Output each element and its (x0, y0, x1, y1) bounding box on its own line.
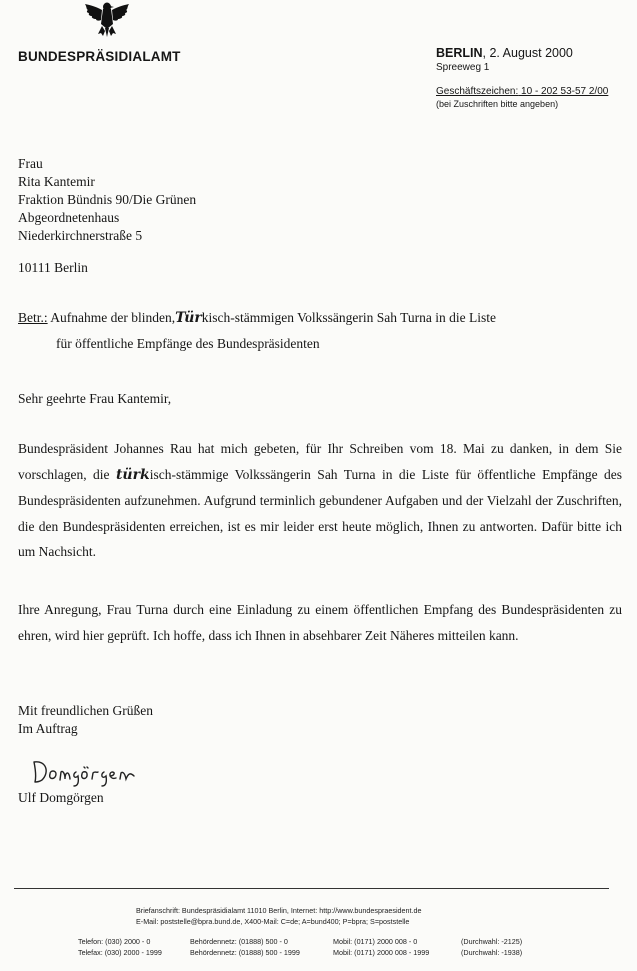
fax: Telefax: (030) 2000 - 1999 (78, 948, 162, 957)
closing-greeting: Mit freundlichen Grüßen (18, 703, 153, 718)
handwritten-correction: türk (115, 466, 150, 483)
body-paragraph-1 (18, 436, 622, 565)
federal-eagle-icon (83, 0, 131, 38)
recipient-city: 10111 Berlin (18, 260, 88, 275)
closing-on-behalf: Im Auftrag (18, 721, 78, 736)
date: , 2. August 2000 (482, 46, 573, 60)
fax-mobile: Mobil: (0171) 2000 008 - 1999 (333, 948, 430, 957)
telephone-mobile: Mobil: (0171) 2000 008 - 0 (333, 937, 418, 946)
subject-text-post: kisch-stämmigen Volkssängerin Sah Turna in die Liste (201, 310, 497, 325)
footer-postal-address: Briefanschrift: Bundespräsidialamt 11010 Berlin, Internet: http://www.bundespraesident.de (136, 906, 422, 915)
city: BERLIN (436, 46, 483, 60)
reference-label: Geschäftszeichen: (436, 86, 519, 97)
telephone-network: Behördennetz: (01888) 500 - 0 (190, 937, 288, 946)
footer-divider (14, 888, 609, 889)
subject-line (18, 310, 496, 326)
reference-value: 10 - 202 53-57 2/00 (518, 86, 609, 97)
recipient-line: Rita Kantemir (18, 174, 95, 189)
recipient-line: Fraktion Bündnis 90/Die Grünen (18, 192, 197, 207)
body-paragraph-2: Ihre Anregung, Frau Turna durch eine Einladung zu einem öffentlichen Empfang des Bundespräsidenten zu ehren, wird hier geprüft. Ich hoffe, dass ich Ihnen in absehbarer Zeit Näheres mitteilen kann. (18, 602, 622, 643)
recipient-line: Abgeordnetenhaus (18, 210, 120, 225)
handwritten-signature (30, 752, 148, 788)
fax-extension: (Durchwahl: -1938) (461, 948, 523, 957)
subject-label: Betr.: (18, 310, 48, 325)
reference-number (436, 86, 608, 97)
fax-network: Behördennetz: (01888) 500 - 1999 (190, 948, 300, 957)
footer-email: E-Mail: poststelle@bpra.bund.de, X400-Mail: C=de; A=bund400; P=bpra; S=poststelle (136, 917, 410, 926)
telephone-extension: (Durchwahl: -2125) (461, 937, 523, 946)
handwritten-correction: Tür (175, 310, 202, 326)
reference-note: (bei Zuschriften bitte angeben) (436, 99, 559, 109)
recipient-address (18, 155, 196, 245)
subject-line-2: für öffentliche Empfänge des Bundespräsidenten (56, 336, 320, 351)
body-text: isch-stämmige Volkssängerin Sah Turna in die Liste für öffentliche Empfänge des Bundespräsidenten aufzunehmen. Aufgrund terminlich gebundener Aufgaben und der Vielzahl der Zuschriften, die den Bundespräsidenten erreichen, ist es mir leider erst heute möglich, Ihnen zu antworten. Dafür bitte ich um Nachsicht. (18, 466, 622, 560)
footer-telephone-row (78, 937, 522, 946)
salutation: Sehr geehrte Frau Kantemir, (18, 391, 172, 406)
subject-text-pre: Aufnahme der blinden, (47, 310, 176, 325)
recipient-line: Niederkirchnerstraße 5 (18, 228, 143, 243)
organization-name: BUNDESPRÄSIDIALAMT (18, 49, 181, 64)
closing (18, 702, 153, 738)
footer-fax-row (78, 948, 522, 957)
recipient-line: Frau (18, 156, 43, 171)
body-text: Bundespräsident Johannes Rau hat mich gebeten, für Ihr Schreiben vom 18. Mai zu danken, in dem Sie vorschlagen, die (18, 441, 622, 482)
place-date (436, 46, 573, 60)
signer-name: Ulf Domgörgen (18, 790, 104, 805)
street-address: Spreeweg 1 (436, 62, 490, 73)
telephone: Telefon: (030) 2000 - 0 (78, 937, 151, 946)
